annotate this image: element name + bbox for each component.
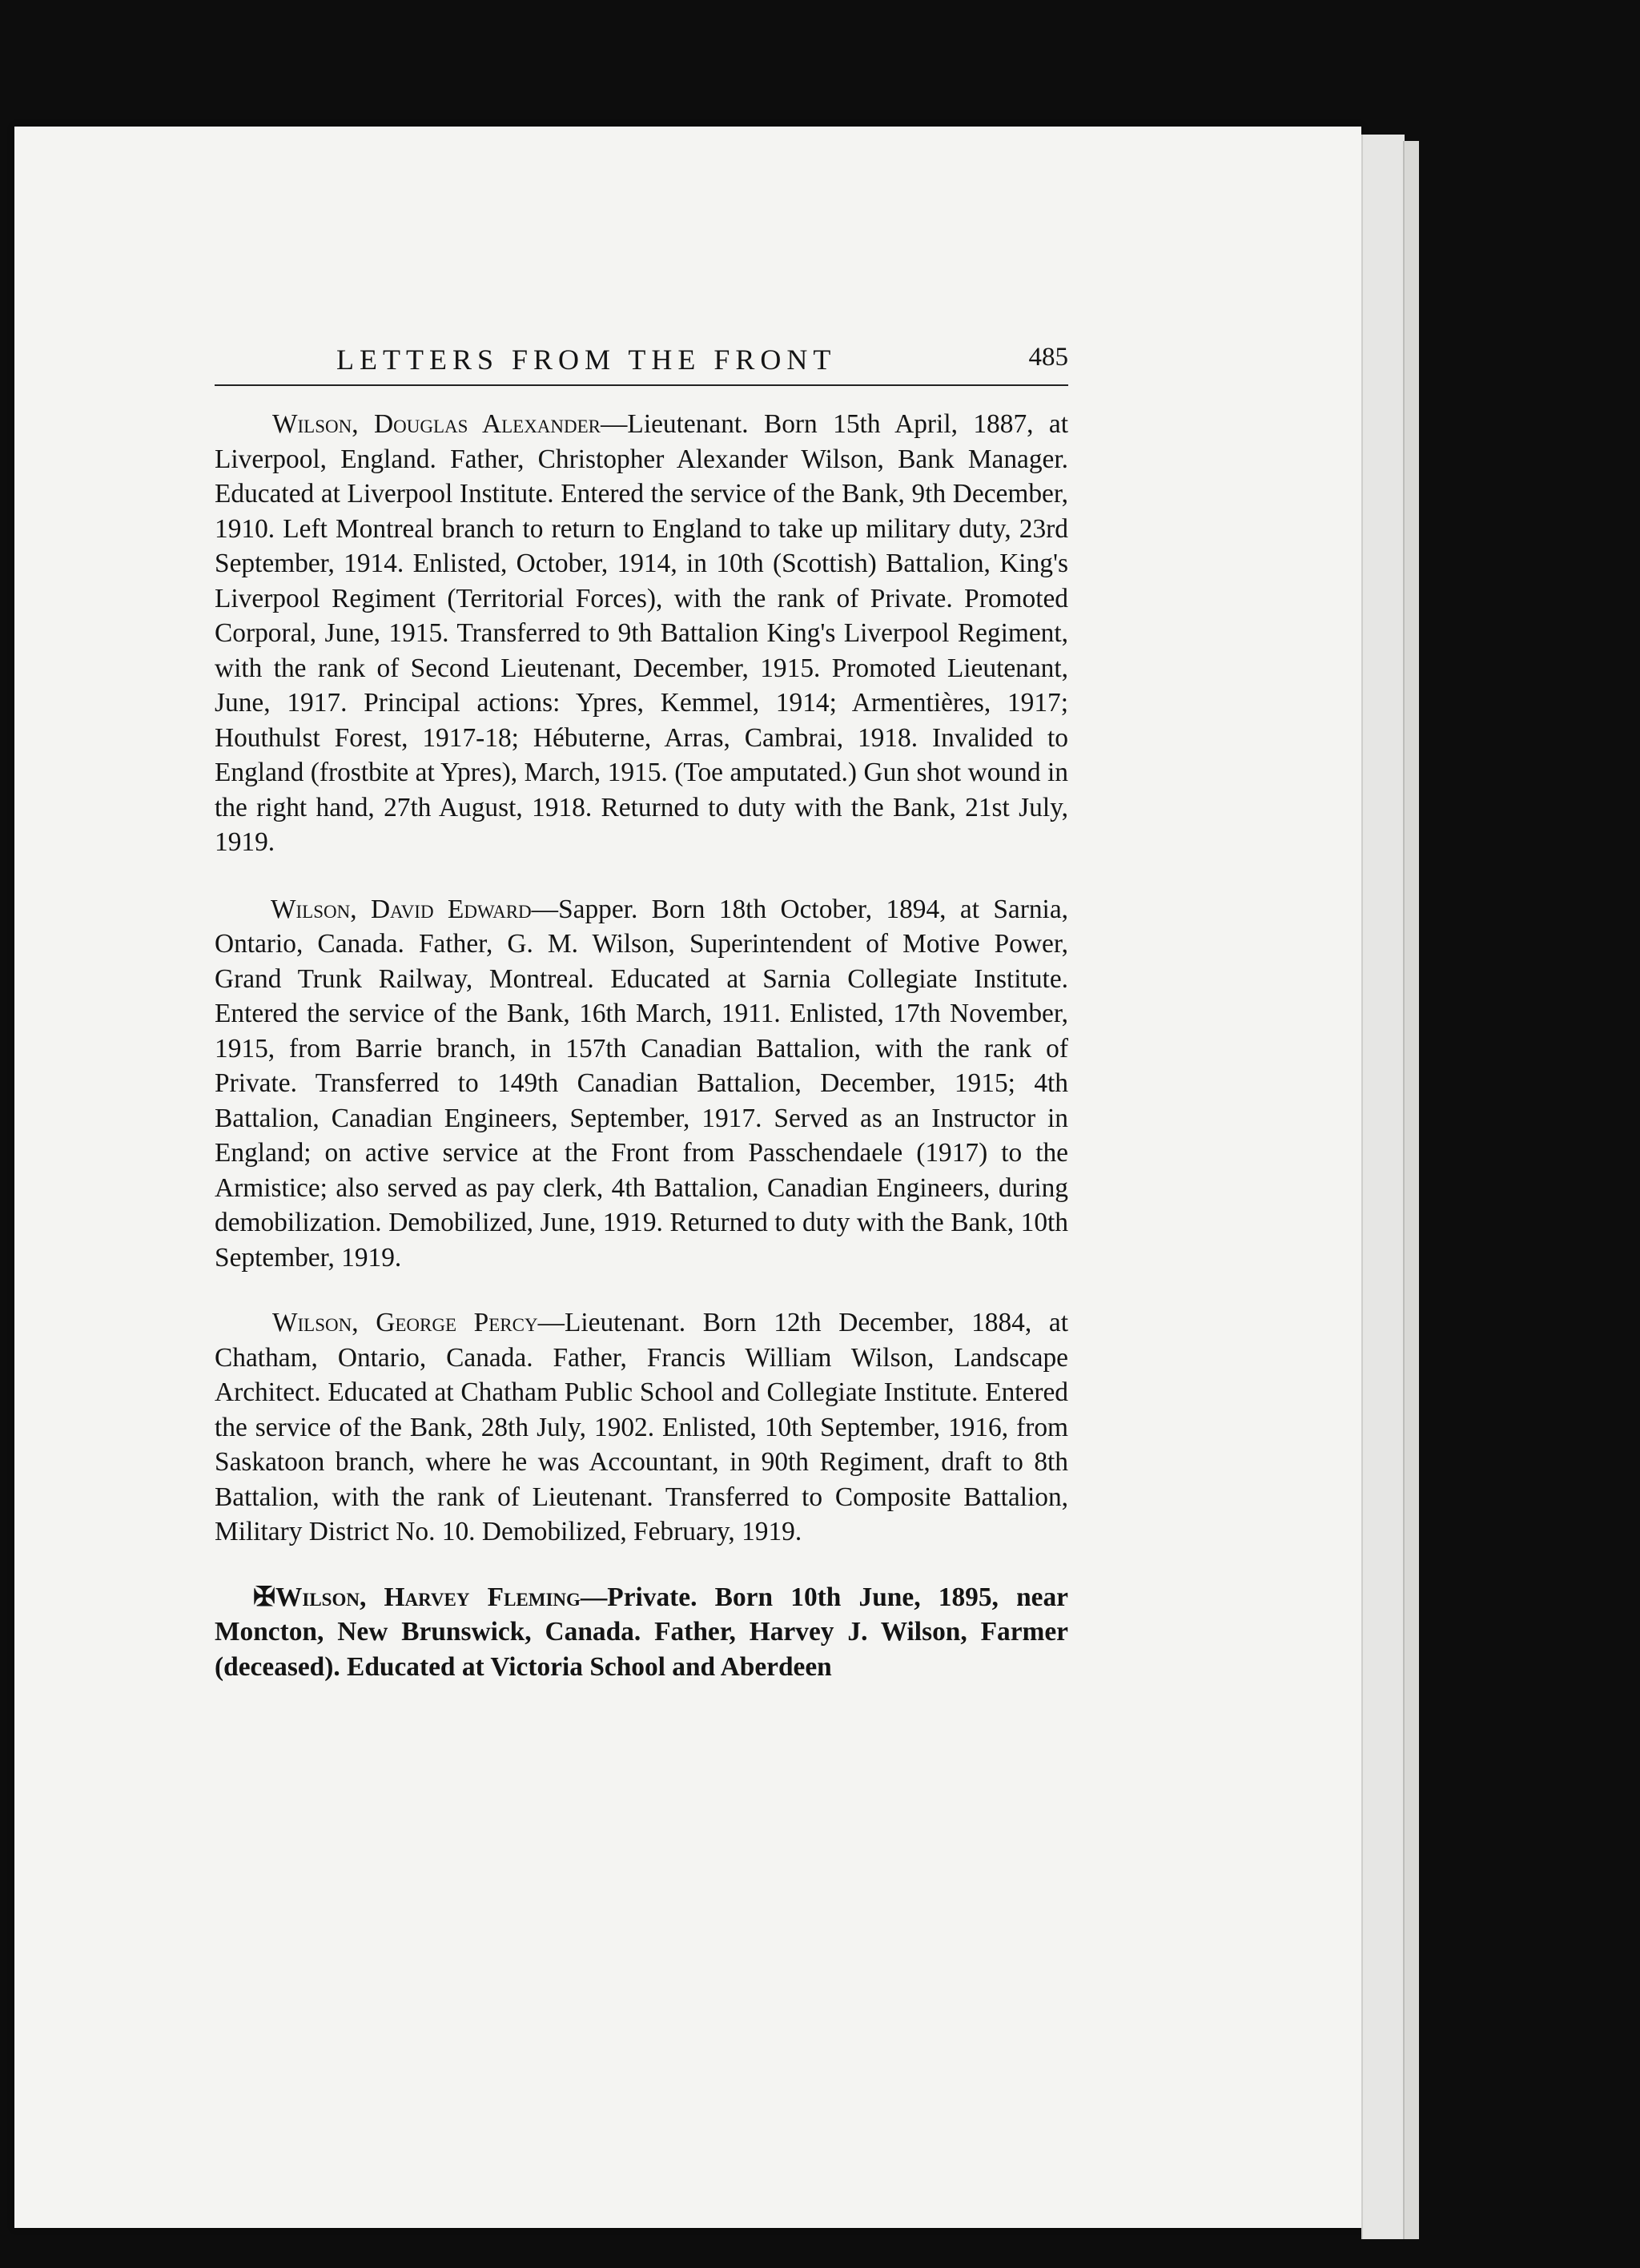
running-title: LETTERS FROM THE FRONT [336, 344, 837, 376]
entry-name: Wilson, David Edward [271, 894, 532, 924]
entry-text: —Private. Born 10th June, 1895, near Moncton, New Brunswick, Canada. Father, Harvey J. Wilson, Farmer (deceased). Educated at Victoria School and Aberdeen [215, 1582, 1068, 1682]
entry-wilson-douglas-alexander [215, 407, 1068, 860]
page-number: 485 [1028, 343, 1068, 372]
entry-name: Wilson, Douglas Alexander [272, 409, 601, 439]
entry-text: —Sapper. Born 18th October, 1894, at Sarnia, Ontario, Canada. Father, G. M. Wilson, Superintendent of Motive Power, Grand Trunk Railway, Montreal. Educated at Sarnia Collegiate Institute. Entered the service of the Bank, 16th March, 1911. Enlisted, 17th November, 1915, from Barrie branch, in 157th Canadian Battalion, with the rank of Private. Transferred to 149th Canadian Battalion, December, 1915; 4th Battalion, Canadian Engineers, September, 1917. Served as an Instructor in England; on active service at the Front from Passchendaele (1917) to the Armistice; also served as pay clerk, 4th Battalion, Canadian Engineers, during demobilization. Demobilized, June, 1919. Returned to duty with the Bank, 10th September, 1919. [215, 894, 1068, 1273]
page-content [215, 336, 1068, 1684]
entry-name: Wilson, George Percy [272, 1308, 538, 1337]
page-edge [1361, 135, 1405, 2239]
page-edge-back [1403, 141, 1419, 2239]
entry-wilson-david-edward [215, 892, 1068, 1276]
entry-name: Wilson, Harvey Fleming [275, 1582, 581, 1612]
entry-text: —Lieutenant. Born 12th December, 1884, at Chatham, Ontario, Canada. Father, Francis William Wilson, Landscape Architect. Educated at Chatham Public School and Collegiate Institute. Entered the service of the Bank, 28th July, 1902. Enlisted, 10th September, 1916, from Saskatoon branch, where he was Accountant, in 90th Regiment, draft to 8th Battalion, with the rank of Lieutenant. Transferred to Composite Battalion, Military District No. 10. Demobilized, February, 1919. [215, 1308, 1068, 1546]
running-head [215, 336, 1068, 386]
entry-wilson-harvey-fleming [215, 1580, 1068, 1685]
edge-notch [1421, 545, 1435, 609]
deceased-cross-icon: ✠ [253, 1582, 275, 1612]
entry-wilson-george-percy [215, 1305, 1068, 1550]
entry-text: —Lieutenant. Born 15th April, 1887, at Liverpool, England. Father, Christopher Alexander Wilson, Bank Manager. Educated at Liverpool Institute. Entered the service of the Bank, 9th December, 1910. Left Montreal branch to return to England to take up military duty, 23rd September, 1914. Enlisted, October, 1914, in 10th (Scottish) Battalion, King's Liverpool Regiment (Territorial Forces), with the rank of Private. Promoted Corporal, June, 1915. Transferred to 9th Battalion King's Liverpool Regiment, with the rank of Second Lieutenant, December, 1915. Promoted Lieutenant, June, 1917. Principal actions: Ypres, Kemmel, 1914; Armentières, 1917; Houthulst Forest, 1917-18; Hébuterne, Arras, Cambrai, 1918. Invalided to England (frostbite at Ypres), March, 1915. (Toe amputated.) Gun shot wound in the right hand, 27th August, 1918. Returned to duty with the Bank, 21st July, 1919. [215, 409, 1069, 857]
